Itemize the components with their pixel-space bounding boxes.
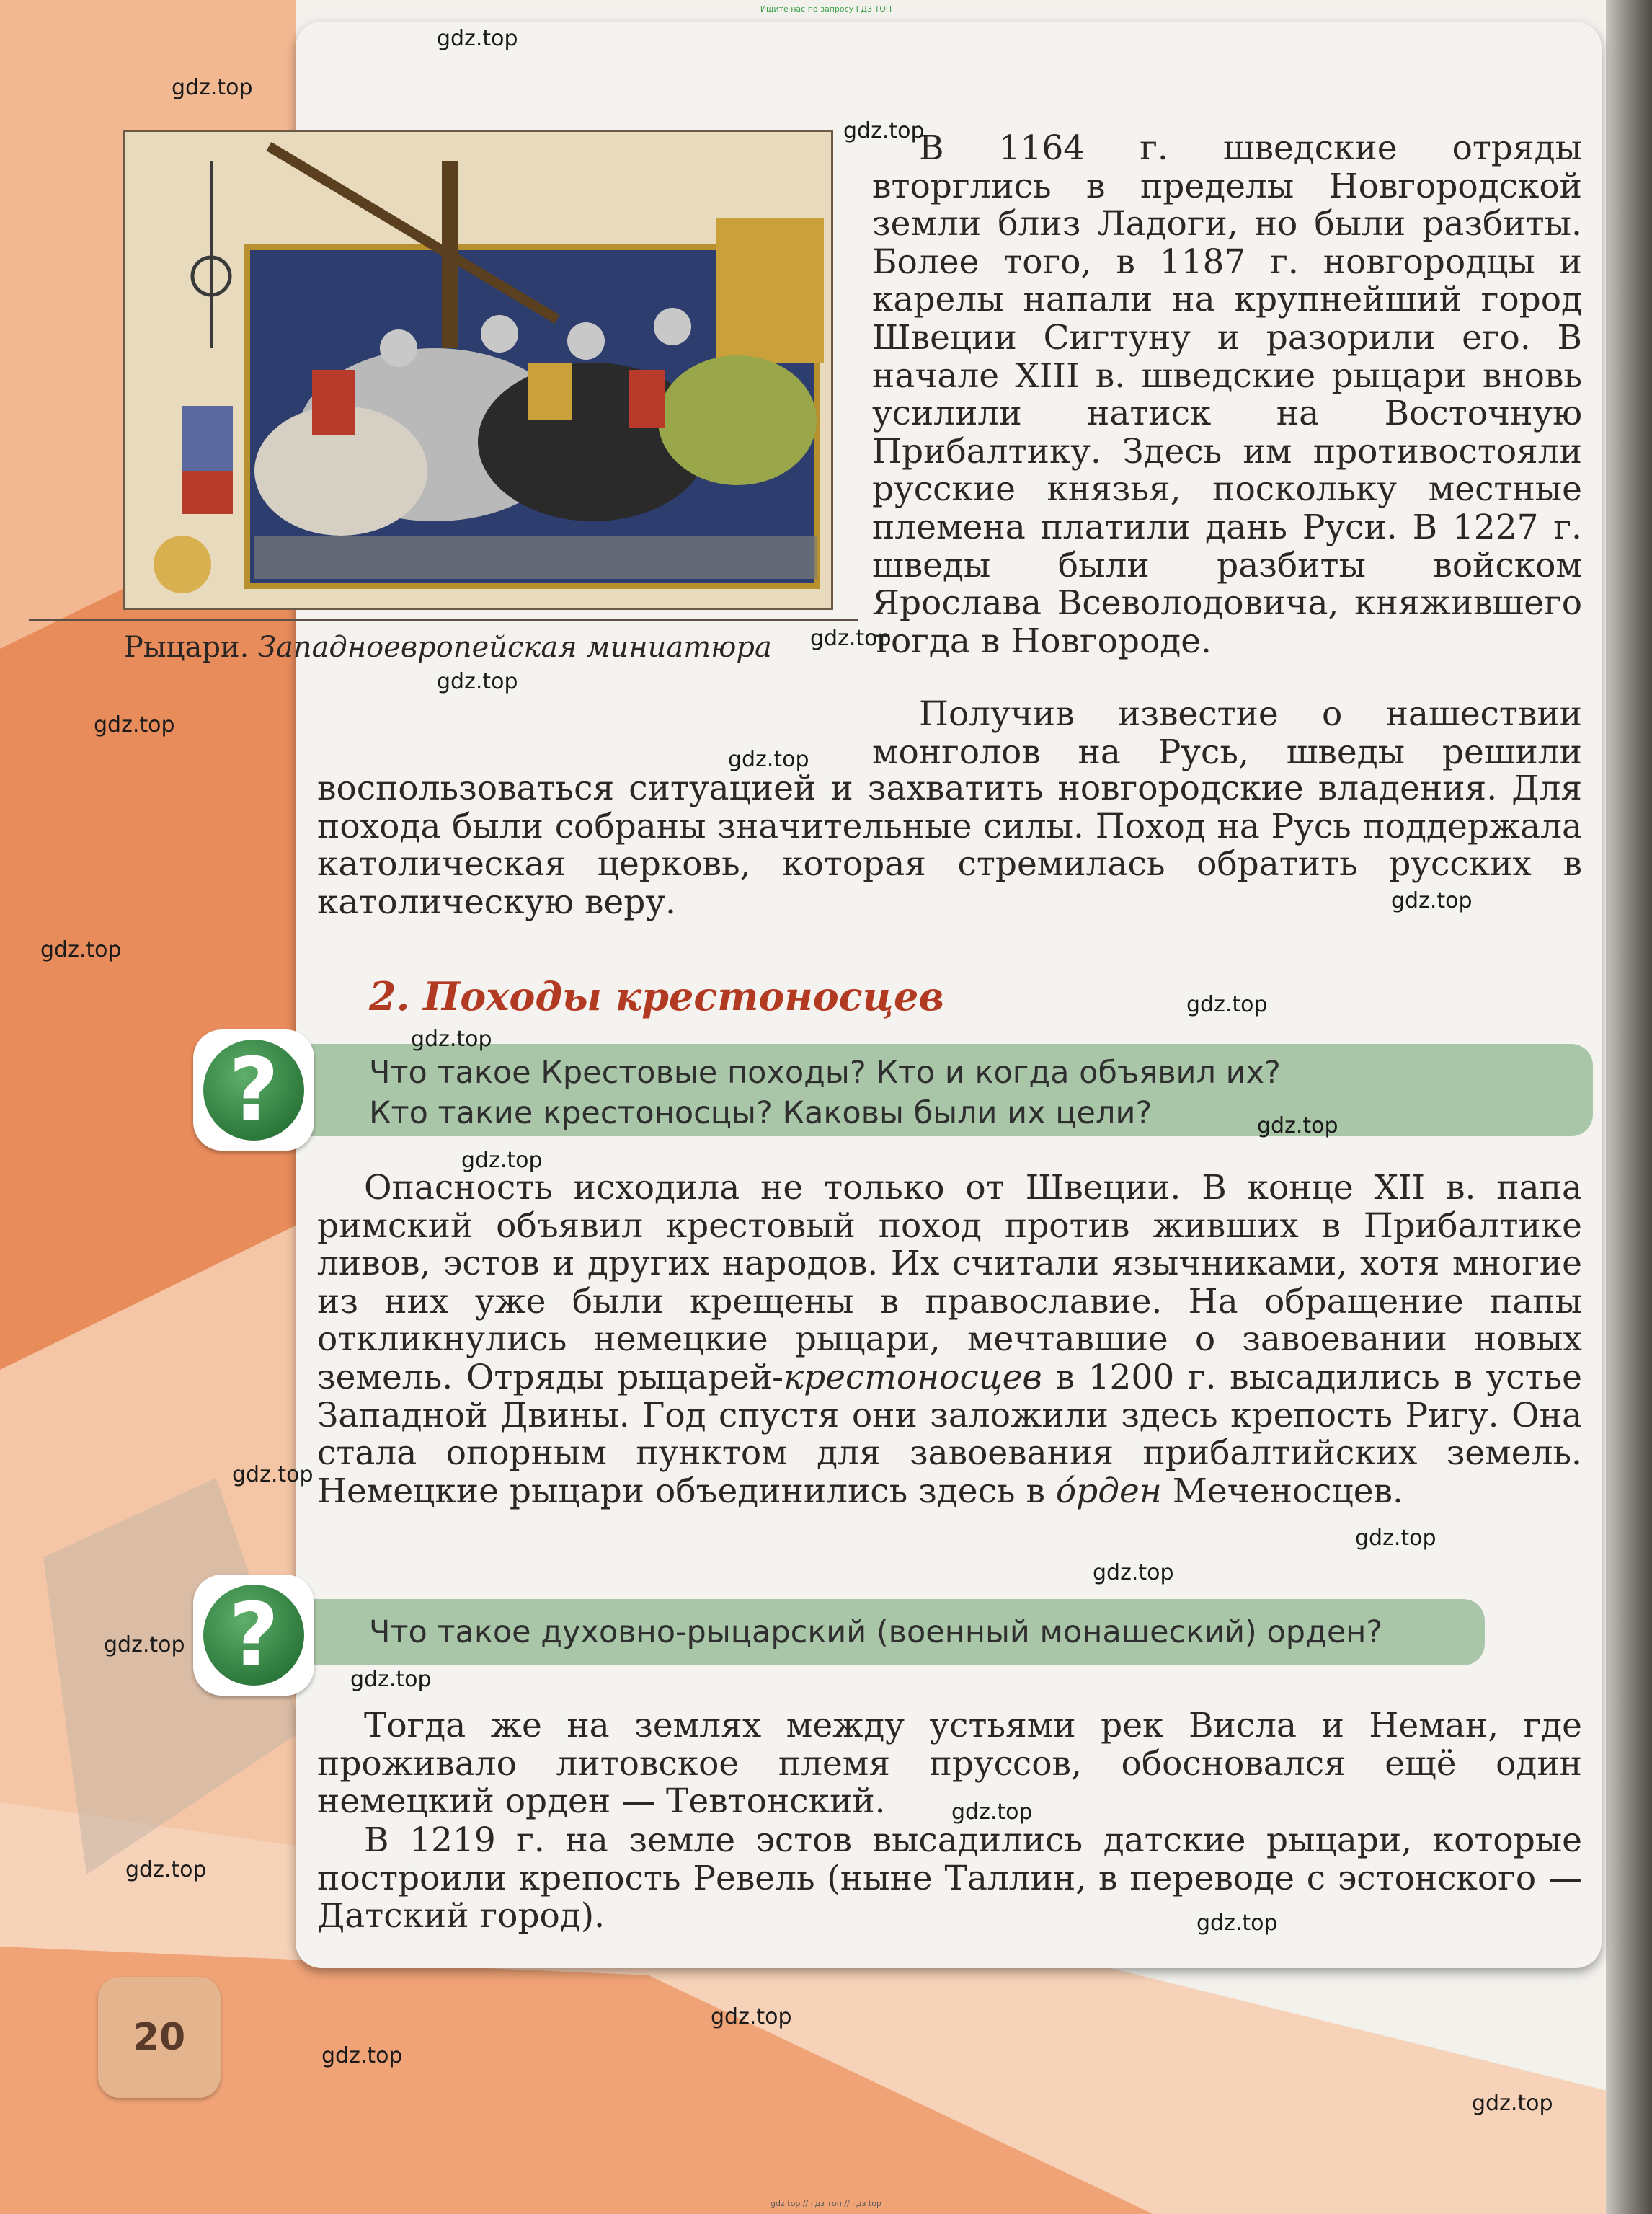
watermark: gdz.top bbox=[728, 747, 809, 772]
caption-italic: Западноевропейская миниатюра bbox=[258, 631, 772, 664]
paragraph-3-part-b: в 1200 г. высадились в устье Западной Двины. Год спустя они заложили здесь крепость Ригу. Она стала опорным пунктом для завоевания прибалтийских земель. Немецкие рыцари объединились здесь в bbox=[317, 1357, 1582, 1511]
question-icon-2 bbox=[193, 1575, 314, 1696]
watermark: gdz.top bbox=[40, 937, 122, 962]
paragraph-1: В 1164 г. шведские отряды вторглись в пределы Новгородской земли близ Ладоги, но были разбиты. Более того, в 1187 г. новгородцы и карелы напали на крупнейший город Швеции Сигтуну и разорили его. В начале XIII в. шведские рыцари вновь усилили натиск на Восточную Прибалтику. Здесь им противостояли русские князья, поскольку местные племена платили дань Руси. В 1227 г. шведы были разбиты войском Ярослава Всеволодовича, княжившего тогда в Новгороде. bbox=[872, 128, 1582, 661]
question-icon-1 bbox=[193, 1029, 314, 1151]
paragraph-4: Тогда же на землях между устьями рек Висла и Неман, где проживало литовское племя пруссов, обосновался ещё один немецкий орден — Тевтонский. bbox=[317, 1706, 1582, 1822]
watermark: gdz.top bbox=[810, 626, 892, 651]
watermark: gdz.top bbox=[125, 1857, 207, 1882]
watermark: gdz.top bbox=[1472, 2091, 1553, 2116]
watermark: gdz.top bbox=[711, 2004, 792, 2029]
question-mark-icon: ? bbox=[228, 1040, 279, 1141]
question-2: Что такое духовно-рыцарский (военный монашеский) орден? bbox=[369, 1614, 1383, 1650]
book-spine-shadow bbox=[1606, 0, 1652, 2214]
watermark: gdz.top bbox=[1355, 1526, 1436, 1551]
knights-miniature-drawing bbox=[125, 132, 831, 608]
watermark: gdz.top bbox=[1257, 1113, 1338, 1138]
section-heading: 2. Походы крестоносцев bbox=[369, 973, 944, 1019]
question-1-line-1: Что такое Крестовые походы? Кто и когда объявил их? bbox=[369, 1055, 1281, 1091]
watermark: gdz.top bbox=[172, 75, 253, 100]
caption-plain: Рыцари. bbox=[124, 631, 249, 664]
question-mark-icon: ? bbox=[228, 1585, 279, 1686]
watermark: gdz.top bbox=[437, 669, 518, 694]
term-order: о́рден bbox=[1055, 1471, 1162, 1511]
watermark: gdz.top bbox=[437, 26, 518, 51]
watermark: gdz.top bbox=[843, 118, 925, 143]
paragraph-3 bbox=[317, 1169, 1582, 1510]
watermark: gdz.top bbox=[1186, 992, 1268, 1017]
figure-caption bbox=[124, 631, 845, 664]
top-note: Ищите нас по запросу ГДЗ ТОП bbox=[760, 4, 892, 14]
paragraph-2: воспользоваться ситуацией и захватить новгородские владения. Для похода были собраны значительные силы. Поход на Русь поддержала католическая церковь, которая стремилась обратить русских в католическую веру. bbox=[317, 769, 1582, 922]
watermark: gdz.top bbox=[104, 1632, 185, 1657]
watermark: gdz.top bbox=[1391, 888, 1473, 913]
watermark: gdz.top bbox=[1093, 1560, 1174, 1585]
caption-rule bbox=[29, 619, 858, 621]
watermark: gdz.top bbox=[1196, 1910, 1278, 1936]
watermark: gdz.top bbox=[461, 1148, 543, 1173]
paragraph-2-intro: Получив известие о нашествии монголов на Русь, шведы решили bbox=[872, 694, 1582, 772]
watermark: gdz.top bbox=[411, 1027, 492, 1052]
paragraph-5: В 1219 г. на земле эстов высадились датские рыцари, которые построили крепость Ревель (ныне Таллин, в переводе с эстонского — Датский город). bbox=[317, 1820, 1582, 1936]
term-crusaders: крестоносцев bbox=[783, 1357, 1042, 1397]
knights-miniature-image bbox=[123, 130, 833, 610]
paragraph-3-part-a: Опасность исходила не только от Швеции. В конце XII в. папа римский объявил крестовый поход против живших в Прибалтике ливов, эстов и других народов. Их считали язычниками, хотя многие из них уже были крещены в православие. На обращение папы откликнулись немецкие рыцари, мечтавшие о завоевании новых земель. Отряды рыцарей- bbox=[317, 1168, 1582, 1397]
watermark: gdz.top bbox=[321, 2043, 403, 2068]
question-1-line-2: Кто такие крестоносцы? Каковы были их цели? bbox=[369, 1095, 1153, 1131]
page-number-badge bbox=[98, 1977, 221, 2098]
watermark: gdz.top bbox=[951, 1799, 1033, 1825]
watermark: gdz.top bbox=[350, 1667, 432, 1692]
watermark: gdz.top bbox=[232, 1462, 314, 1487]
page-number: 20 bbox=[133, 2016, 186, 2059]
paragraph-3-part-c: Меченосцев. bbox=[1161, 1471, 1403, 1511]
bottom-note: gdz top // гдз топ // гдз top bbox=[771, 2199, 881, 2208]
watermark: gdz.top bbox=[94, 712, 175, 738]
